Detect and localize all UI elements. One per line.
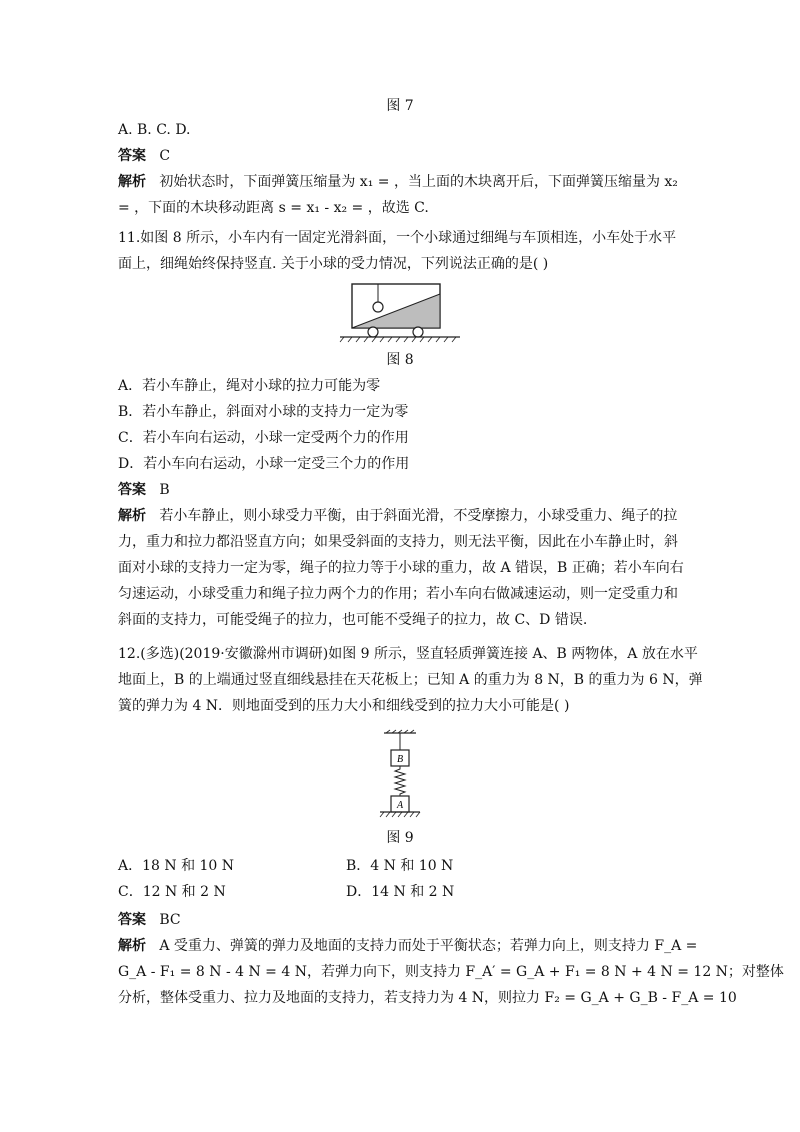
q12-stem-line-1: 12.(多选)(2019·安徽滁州市调研)如图 9 所示，竖直轻质弹簧连接 A、B 两物体，A 放在水平 xyxy=(118,646,698,662)
answer-label: 答案 xyxy=(118,912,146,928)
q11-analysis-line-1 xyxy=(118,506,677,526)
q11-option-a: A．若小车静止，绳对小球的拉力可能为零 xyxy=(118,378,381,394)
figure-9-spring-diagram xyxy=(376,730,424,820)
q11-analysis-line-2: 力，重力和拉力都沿竖直方向；如果受斜面的支持力，则无法平衡，因此在小车静止时，斜 xyxy=(118,534,678,550)
analysis-text: A 受重力、弹簧的弹力及地面的支持力而处于平衡状态；若弹力向上，则支持力 F_A = xyxy=(159,938,698,954)
q11-stem-line-1: 11.如图 8 所示，小车内有一固定光滑斜面，一个小球通过细绳与车顶相连，小车处于水平 xyxy=(118,230,677,246)
figure-8-cart-diagram xyxy=(340,280,460,344)
q12-analysis-line-3: 分析，整体受重力、拉力及地面的支持力，若支持力为 4 N，则拉力 F₂ = G_A + G_B - F_A = 10 xyxy=(118,990,737,1006)
q11-analysis-line-4: 匀速运动，小球受重力和绳子拉力两个力的作用；若小车向右做减速运动，则一定受重力和 xyxy=(118,586,678,602)
q12-options-row-2 xyxy=(118,882,678,902)
q11-option-b: B．若小车静止，斜面对小球的支持力一定为零 xyxy=(118,404,409,420)
q12-analysis-line-1 xyxy=(118,936,697,956)
answer-value: C xyxy=(159,148,171,164)
q12-analysis-line-2: G_A - F₁ = 8 N - 4 N = 4 N，若弹力向下，则支持力 F_A′ = G_A + F₁ = 8 N + 4 N = 12 N；对整体 xyxy=(118,964,784,980)
q12-stem-line-2: 地面上，B 的上端通过竖直细线悬挂在天花板上；已知 A 的重力为 8 N，B 的重力为 6 N，弹 xyxy=(118,672,703,688)
q10-analysis-line-1 xyxy=(118,172,678,192)
analysis-label: 解析 xyxy=(118,938,146,954)
q12-option-d: D．14 N 和 2 N xyxy=(346,884,455,900)
q11-stem-line-2: 面上，细绳始终保持竖直. 关于小球的受力情况，下列说法正确的是( ) xyxy=(118,256,549,272)
figure-8-caption: 图 8 xyxy=(386,352,414,368)
q10-answer xyxy=(118,146,170,166)
q12-stem-line-3: 簧的弹力为 4 N．则地面受到的压力大小和细线受到的拉力大小可能是( ) xyxy=(118,698,570,714)
analysis-label: 解析 xyxy=(118,174,146,190)
q12-option-c: C．12 N 和 2 N xyxy=(118,884,226,900)
analysis-text: 初始状态时，下面弹簧压缩量为 x₁ = ，当上面的木块离开后，下面弹簧压缩量为 x₂ xyxy=(159,174,678,190)
block-b-label: B xyxy=(396,754,404,765)
q10-analysis-line-2: = ，下面的木块移动距离 s = x₁ - x₂ = ，故选 C. xyxy=(118,200,429,216)
q11-option-c: C．若小车向右运动，小球一定受两个力的作用 xyxy=(118,430,409,446)
wheel-left xyxy=(368,327,378,337)
q11-analysis-line-5: 斜面的支持力，可能受绳子的拉力，也可能不受绳子的拉力，故 C、D 错误. xyxy=(118,612,588,628)
ball xyxy=(373,302,383,312)
q11-answer xyxy=(118,480,170,500)
q10-options: A. B. C. D. xyxy=(118,122,191,138)
spring xyxy=(395,766,405,796)
ground-hatch xyxy=(380,812,420,817)
block-a-label: A xyxy=(396,800,404,811)
q11-option-d: D．若小车向右运动，小球一定受三个力的作用 xyxy=(118,456,410,472)
analysis-text: 若小车静止，则小球受力平衡，由于斜面光滑，不受摩擦力，小球受重力、绳子的拉 xyxy=(159,508,678,524)
answer-value: BC xyxy=(159,912,181,928)
q11-analysis-line-3: 面对小球的支持力一定为零，绳子的拉力等于小球的重力，故 A 错误，B 正确；若小车向右 xyxy=(118,560,684,576)
wheel-right xyxy=(413,327,423,337)
answer-label: 答案 xyxy=(118,482,146,498)
q12-option-a: A．18 N 和 10 N xyxy=(118,858,235,874)
q12-options-row-1 xyxy=(118,856,678,876)
q12-option-b: B．4 N 和 10 N xyxy=(346,858,454,874)
q12-answer xyxy=(118,910,181,930)
analysis-label: 解析 xyxy=(118,508,146,524)
figure-9-caption: 图 9 xyxy=(386,830,414,846)
ground-hatch xyxy=(340,337,456,342)
figure-7-caption: 图 7 xyxy=(386,98,414,114)
answer-label: 答案 xyxy=(118,148,146,164)
answer-value: B xyxy=(159,482,170,498)
